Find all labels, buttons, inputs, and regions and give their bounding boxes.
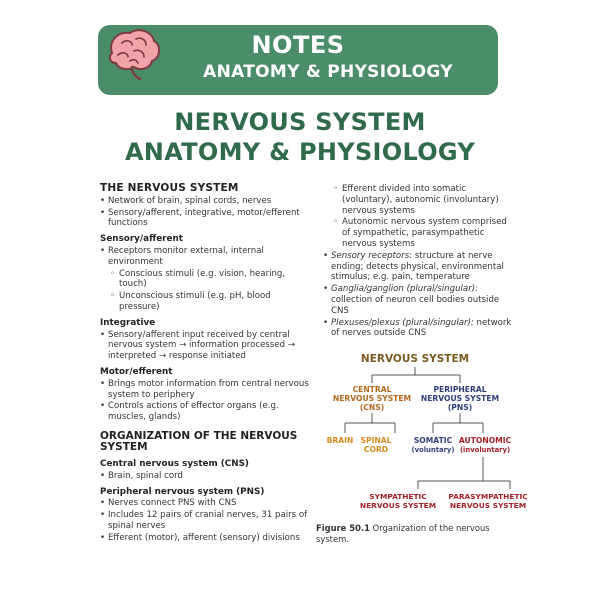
banner-title: NOTES [251,31,345,59]
page-title-line1: NERVOUS SYSTEM [174,108,426,136]
diagram-root: NERVOUS SYSTEM [360,353,470,365]
definition: collection of neuron cell bodies outside CNS [331,294,500,316]
diagram-pns-line2: NERVOUS SYSTEM [420,394,500,403]
diagram-spinal-line2: CORD [363,445,389,454]
diagram-pns-line3: (PNS) [447,403,473,412]
definition: network of nerves outside CNS [331,317,512,339]
subheading-integrative: Integrative [100,317,156,328]
list-item: • Efferent (motor), afferent (sensory) divisions [100,533,312,544]
section-heading-nervous-system: THE NERVOUS SYSTEM [100,182,239,194]
diagram-parasympathetic-line1: PARASYMPATHETIC [448,492,528,501]
sub-list-item: ◦ Unconscious stimuli (e.g. pH, blood pressure) [100,291,312,313]
diagram-cns-line2: NERVOUS SYSTEM [332,394,412,403]
left-column [100,183,312,545]
diagram-parasympathetic-line2: NERVOUS SYSTEM [449,501,527,510]
list-item: • Brain, spinal cord [100,471,312,482]
term: Ganglia/ganglion (plural/singular): [331,284,478,295]
sub-list-item: ◦ Conscious stimuli (e.g. vision, hearing, touch) [100,269,312,291]
term: Sensory receptors: [331,250,413,261]
diagram-autonomic: AUTONOMIC [458,436,512,445]
subheading-pns: Peripheral nervous system (PNS) [100,486,265,497]
diagram-sympathetic-line2: NERVOUS SYSTEM [359,501,437,510]
diagram-autonomic-note: (involuntary) [459,446,511,454]
diagram-spinal-line1: SPINAL [360,436,392,445]
diagram-sympathetic-line1: SYMPATHETIC [369,492,427,501]
diagram-cns-line1: CENTRAL [352,385,392,394]
figure-label: Figure 50.1 [316,523,370,533]
subheading-motor: Motor/efferent [100,366,173,377]
list-item: • Sensory/afferent input received by central nervous system → information processed → interpreted → response initiated [100,330,312,362]
list-item: • Network of brain, spinal cords, nerves [100,196,312,207]
list-item: • Receptors monitor external, internal environment [100,246,312,268]
header-banner [98,25,498,95]
subheading-cns: Central nervous system (CNS) [100,458,249,469]
nervous-system-diagram [300,345,530,520]
sub-list-item: ◦ Efferent divided into somatic (voluntary), autonomic (involuntary) nervous systems [323,184,513,216]
definition: structure at nerve ending; detects physical, environmental stimulus; e.g. pain, temperature [331,250,504,283]
figure-caption-text: Organization of the nervous system. [316,523,490,544]
list-item-plexuses [323,318,513,340]
list-item-sensory-receptors [323,251,513,283]
diagram-brain: BRAIN [326,436,354,445]
list-item-ganglia [323,284,513,316]
list-item: • Controls actions of effector organs (e.g. muscles, glands) [100,401,312,423]
list-item: • Brings motor information from central nervous system to periphery [100,379,312,401]
list-item: • Nerves connect PNS with CNS [100,498,312,509]
list-item: • Includes 12 pairs of cranial nerves, 31 pairs of spinal nerves [100,510,312,532]
diagram-pns-line1: PERIPHERAL [433,385,487,394]
sub-list-item: ◦ Autonomic nervous system comprised of sympathetic, parasympathetic nervous systems [323,217,513,249]
figure-caption [316,523,516,544]
diagram-somatic: SOMATIC [413,436,453,445]
page-title-line2: ANATOMY & PHYSIOLOGY [124,138,476,166]
section-heading-organization: ORGANIZATION OF THE NERVOUS SYSTEM [100,429,298,454]
banner-subtitle: ANATOMY & PHYSIOLOGY [203,62,453,82]
term: Plexuses/plexus (plural/singular): [331,317,474,328]
right-column [323,184,513,340]
diagram-cns-line3: (CNS) [359,403,385,412]
list-item: • Sensory/afferent, integrative, motor/efferent functions [100,208,312,230]
subheading-sensory: Sensory/afferent [100,234,183,245]
diagram-somatic-note: (voluntary) [411,446,455,454]
